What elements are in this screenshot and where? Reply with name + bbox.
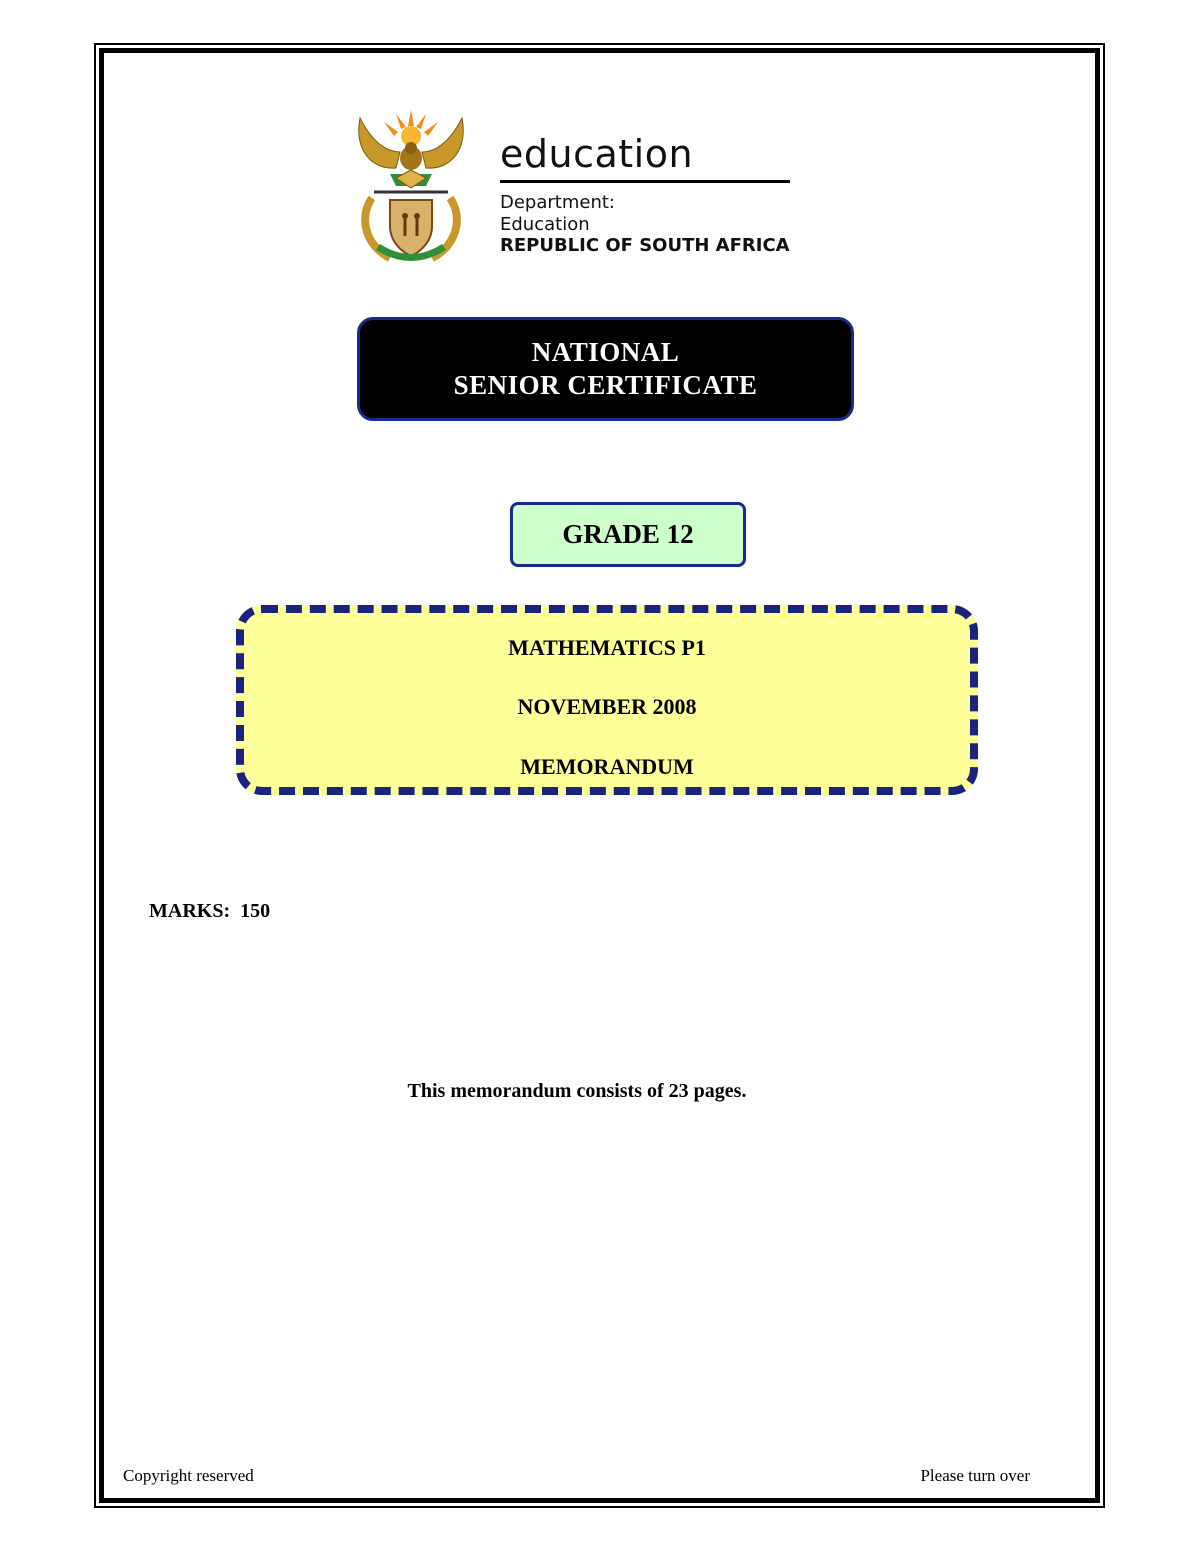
wordmark-underline (500, 180, 790, 183)
certificate-banner (357, 317, 854, 421)
certificate-line-1: NATIONAL (531, 337, 680, 367)
page-count-note: This memorandum consists of 23 pages. (407, 1080, 747, 1102)
total-marks: MARKS: 150 (149, 900, 271, 922)
country-name: REPUBLIC OF SOUTH AFRICA (500, 235, 790, 256)
exam-session: NOVEMBER 2008 (517, 694, 697, 719)
department-name: Education (500, 214, 590, 235)
document-type: MEMORANDUM (520, 754, 694, 779)
education-wordmark: education (500, 132, 694, 176)
certificate-line-2: SENIOR CERTIFICATE (453, 370, 758, 400)
sun-rays (384, 110, 438, 146)
footer-turn-over: Please turn over (920, 1466, 1030, 1485)
footer-copyright: Copyright reserved (123, 1466, 254, 1485)
subject-panel (236, 605, 978, 795)
subject-title: MATHEMATICS P1 (508, 635, 706, 660)
grade-badge: GRADE 12 (510, 502, 746, 567)
coat-of-arms-icon (350, 108, 472, 268)
department-label: Department: (500, 192, 615, 213)
